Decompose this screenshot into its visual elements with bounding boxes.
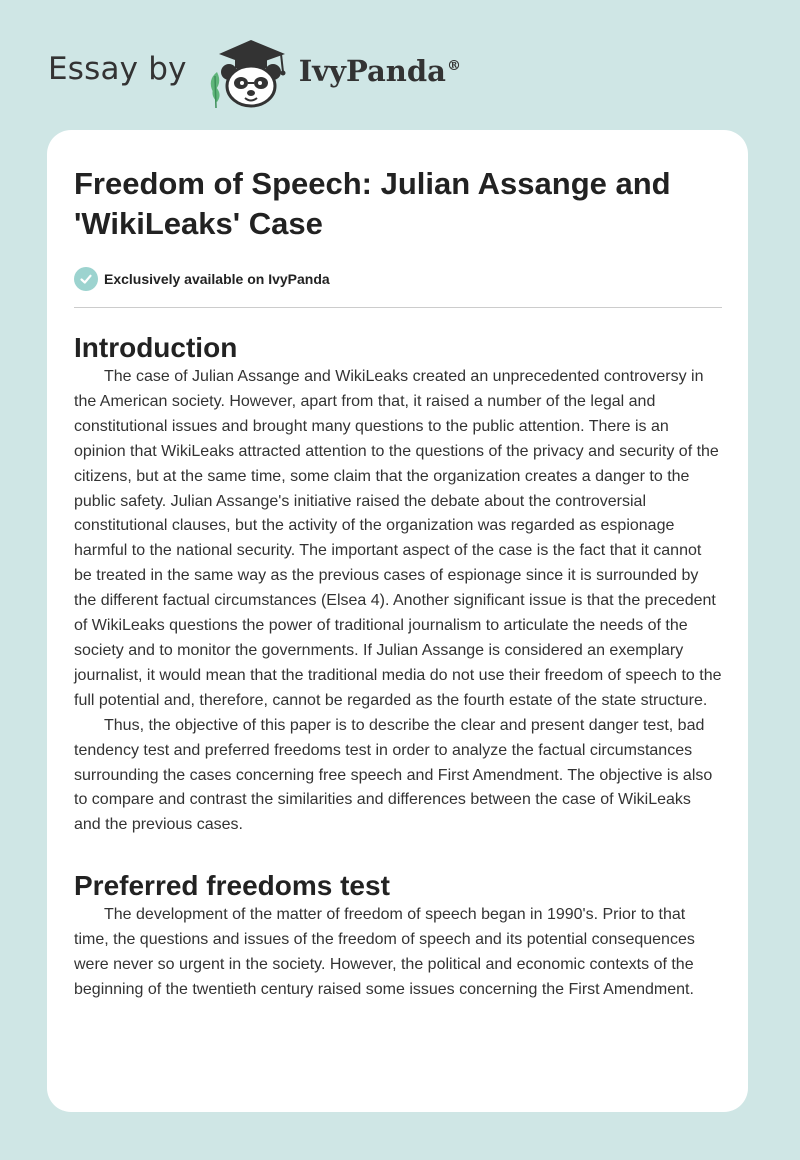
paragraph: The case of Julian Assange and WikiLeaks created an unprecedented controversy in the American society. However, apart from that, it raised a number of the legal and constitutional issues and brought many questions to the public attention. There is an opinion that WikiLeaks attracted attention to the questions of the privacy and security of the citizens, but at the same time, some claim that the organization creates a danger to the public safety. Julian Assange's initiative raised the debate about the controversial constitutional clauses, but the activity of the organization was regarded as espionage harmful to the national security. The important aspect of the case is the fact that it cannot be treated in the same way as the previous cases of espionage since it is surrounded by the different factual circumstances (Elsea 4). Another significant issue is that the precedent of WikiLeaks questions the power of traditional journalism to articulate the needs of the society and to monitor the governments. If Julian Assange is considered an exemplary journalist, it would mean that the traditional media do not use their freedom of speech to the full potential and, therefore, cannot be regarded as the fourth estate of the state structure. — [74, 368, 722, 709]
essay-by-label: Essay by — [48, 51, 187, 87]
section-heading-preferred-freedoms: Preferred freedoms test — [74, 870, 390, 902]
site-header — [48, 32, 461, 112]
essay-title: Freedom of Speech: Julian Assange and 'WikiLeaks' Case — [74, 166, 671, 241]
registered-mark: ® — [446, 58, 461, 74]
divider — [74, 307, 722, 308]
section-heading-introduction: Introduction — [74, 332, 238, 363]
exclusive-badge — [74, 266, 722, 292]
check-icon — [74, 267, 98, 291]
essay-card — [47, 130, 748, 1112]
brand-text: IvyPanda — [298, 54, 446, 88]
panda-graduate-icon[interactable] — [205, 32, 297, 112]
paragraph: The development of the matter of freedom of speech began in 1990's. Prior to that time, the questions and issues of the freedom of speech and its potential consequences were never so urgent in the society. However, the political and economic contexts of the beginning of the twentieth century raised some issues concerning the First Amendment. — [74, 906, 695, 998]
exclusive-text: Exclusively available on IvyPanda — [104, 271, 330, 287]
paragraph: Thus, the objective of this paper is to describe the clear and present danger test, bad tendency test and preferred freedoms test in order to analyze the factual circumstances surrounding the cases concerning free speech and First Amendment. The objective is also to compare and contrast the similarities and differences between the case of WikiLeaks and the previous cases. — [74, 716, 713, 834]
brand-name[interactable] — [299, 54, 461, 88]
